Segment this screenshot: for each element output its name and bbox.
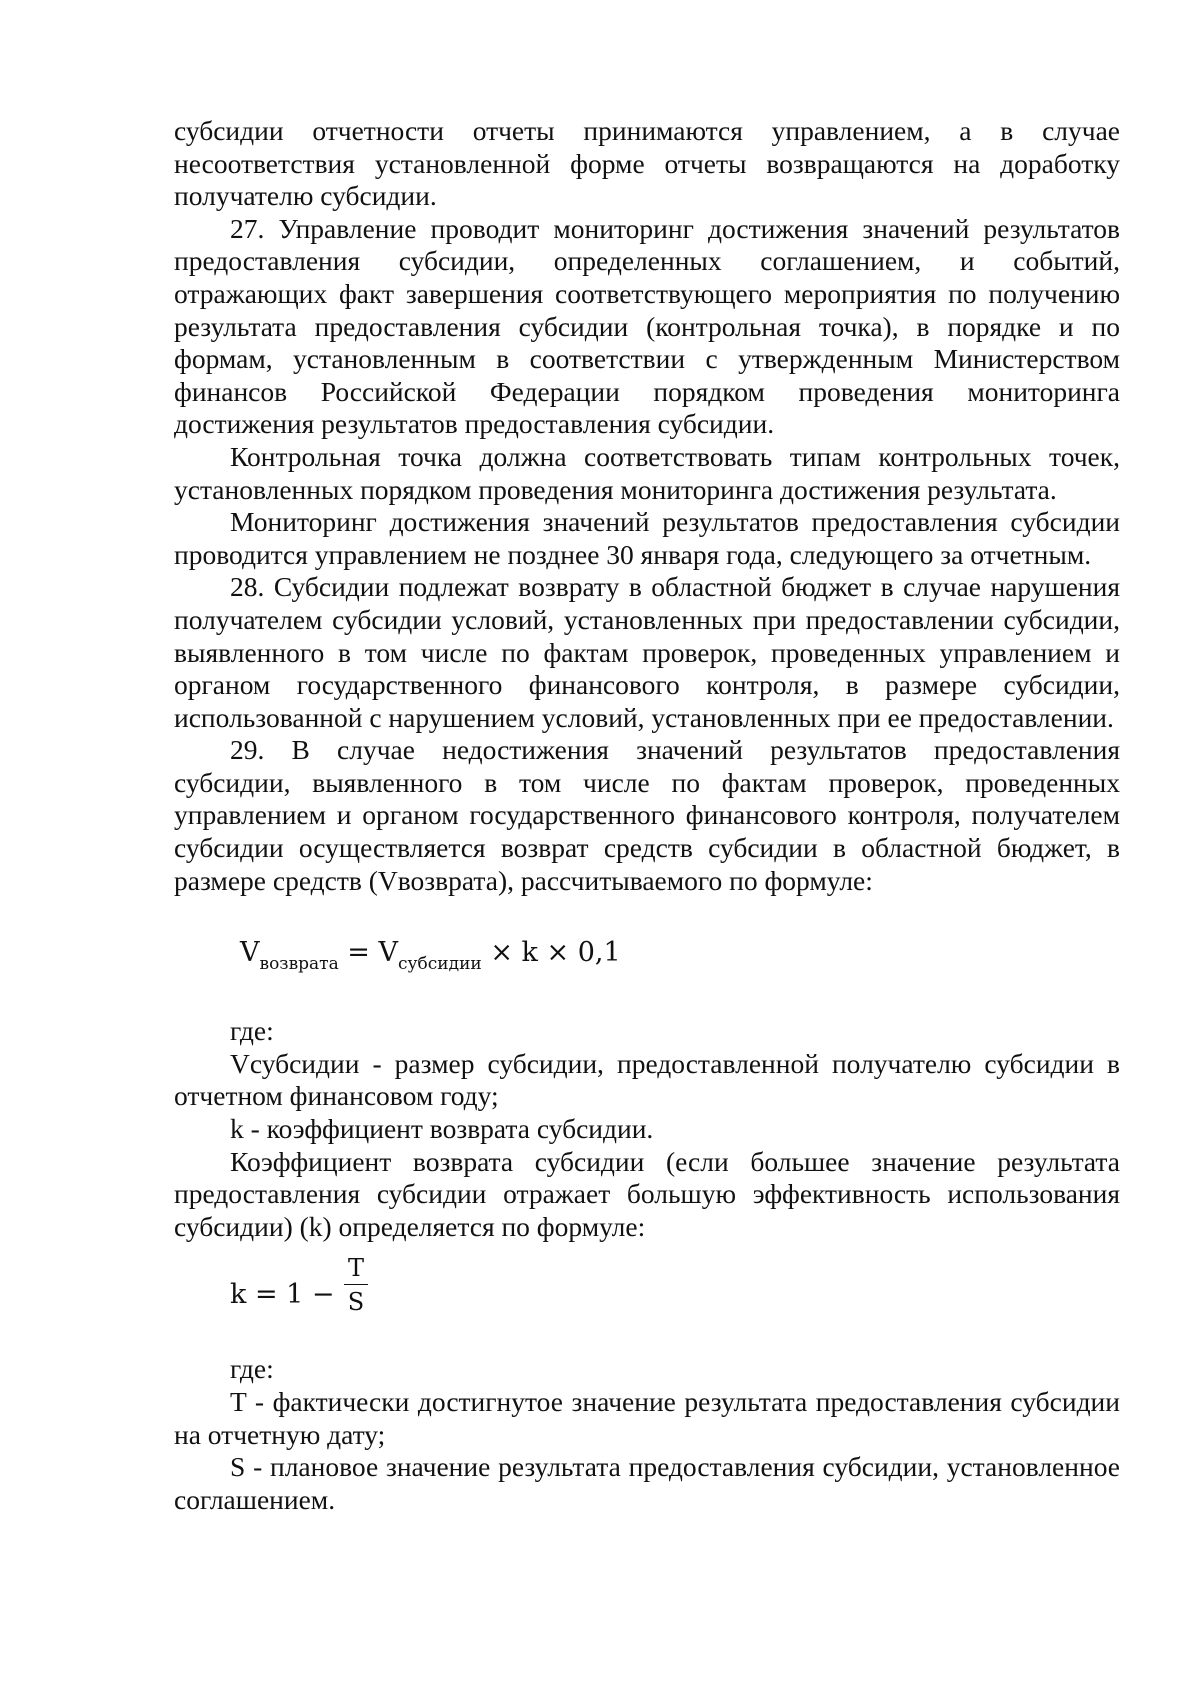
paragraph-monitoring: Мониторинг достижения значений результатов предоставления субсидии проводится управлением не позднее 30 января года, следующего за отчетным. <box>174 506 1120 570</box>
paragraph-28: 28. Субсидии подлежат возврату в областной бюджет в случае нарушения получателем субсидии условий, установленных при предоставлении субсидии, выявленного в том числе по фактам проверок, проведенных управлением и органом государственного финансового контроля, в размере субсидии, использованной с нарушением условий, установленных при ее предоставлении. <box>174 571 1120 733</box>
formula-numerator: T <box>347 1254 364 1283</box>
paragraph-t-def: T - фактически достигнутое значение результата предоставления субсидии на отчетную дату; <box>174 1386 1120 1450</box>
formula-sub-return: возврата <box>259 954 339 975</box>
formula-fraction-bar <box>344 1284 368 1285</box>
paragraph-v-subsidy-def: Vсубсидии - размер субсидии, предоставленной получателю субсидии в отчетном финансовом году; <box>174 1047 1120 1112</box>
paragraph-s-def: S - плановое значение результата предоставления субсидии, установленное соглашением. <box>174 1451 1120 1515</box>
paragraph-control-point: Контрольная точка должна соответствовать типам контрольных точек, установленных порядком проведения мониторинга достижения результата. <box>174 440 1120 505</box>
formula-sub-subsidy: субсидии <box>398 954 482 975</box>
formula-v-return: V <box>240 937 260 969</box>
paragraph-k-def: k - коэффициент возврата субсидии. <box>230 1113 654 1145</box>
formula-v-subsidy: V <box>378 937 399 969</box>
document-body <box>174 115 1120 1516</box>
formula-return-amount-line <box>240 937 621 975</box>
formula-coefficient <box>230 1243 1120 1353</box>
formula-return-amount <box>240 897 1120 1015</box>
formula-denominator: S <box>347 1288 365 1317</box>
paragraph-27: 27. Управление проводит мониторинг достижения значений результатов предоставления субсидии, определенных соглашением, и событий, отражающих факт завершения соответствующего мероприятия по получению результата предоставления субсидии (контрольная точка), в порядке и по формам, установленным в соответствии с утвержденным Министерством финансов Российской Федерации порядком проведения мониторинга достижения результатов предоставления субсидии. <box>174 212 1120 440</box>
paragraph-continuation: субсидии отчетности отчеты принимаются управлением, а в случае несоответствия установленной форме отчеты возвращаются на доработку получателю субсидии. <box>174 115 1120 212</box>
formula-rest: × k × 0,1 <box>481 937 621 969</box>
formula-coefficient-lhs: k = 1 − <box>230 1279 335 1311</box>
formula-equals: = <box>338 937 379 969</box>
paragraph-where-2: где: <box>230 1353 274 1385</box>
paragraph-29: 29. В случае недостижения значений результатов предоставления субсидии, выявленного в том числе по фактам проверок, проведенных управлением и органом государственного финансового контроля, получателем субсидии осуществляется возврат средств субсидии в областной бюджет, в размере средств (Vвозврата), рассчитываемого по формуле: <box>174 734 1120 896</box>
paragraph-where-1: где: <box>230 1015 274 1047</box>
formula-fraction <box>344 1253 368 1317</box>
paragraph-k-formula-intro: Коэффициент возврата субсидии (если большее значение результата предоставления субсидии отражает большую эффективность использования субсидии) (k) определяется по формуле: <box>174 1145 1120 1242</box>
